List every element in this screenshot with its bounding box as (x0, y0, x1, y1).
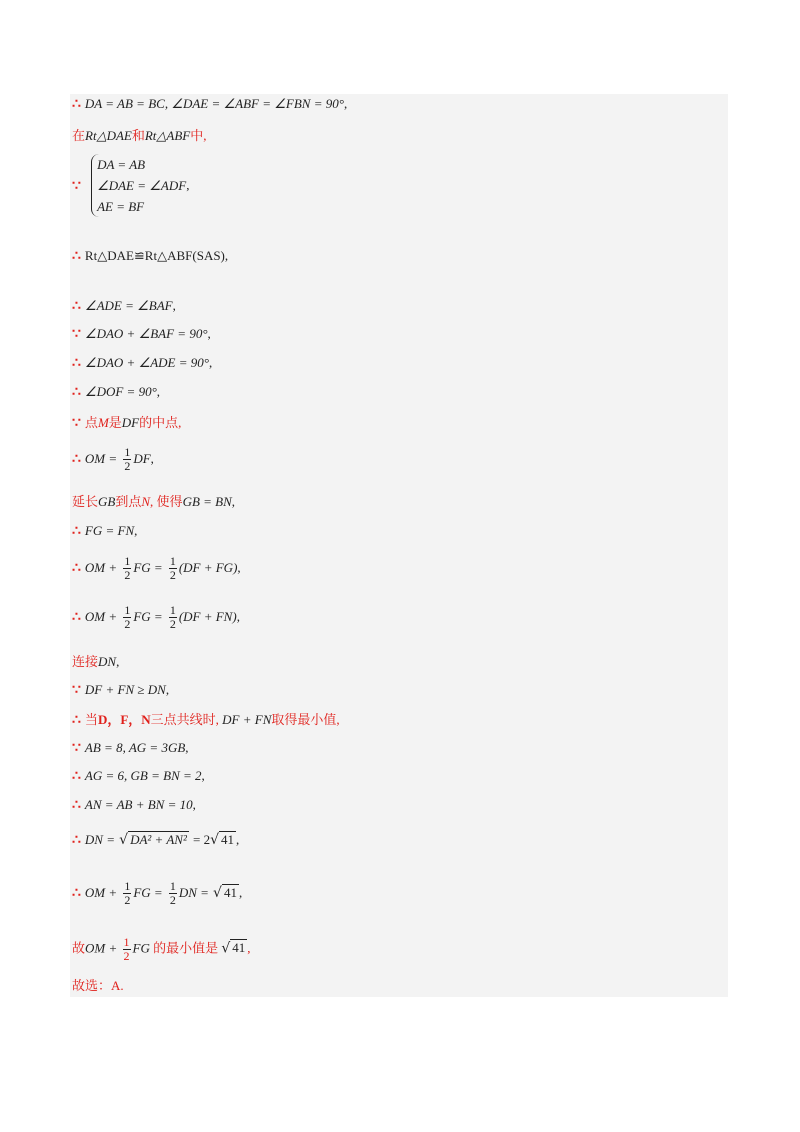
line-23-conclusion: 故OM + $\frac{1}{2}$ FG 的最小值是 √ 41 , (72, 935, 251, 963)
line-2: 在Rt△DAE和Rt△ABF中, (72, 128, 207, 143)
line-9: ∵ 点M是DF的中点, (72, 415, 182, 431)
line-13: ∴ OM + $\frac{1}{2}$ FG = $\frac{1}{2}$ (DF + FG), (72, 554, 241, 582)
solution-panel (70, 94, 728, 997)
line-18: ∵ AB = 8, AG = 3GB, (72, 740, 189, 756)
line-12: ∴ FG = FN, (72, 523, 138, 539)
line-10: ∴ OM = $\frac{1}{2}$ DF, (72, 445, 154, 473)
line-6: ∵ ∠DAO + ∠BAF = 90°, (72, 326, 211, 342)
line-15: 连接DN, (72, 654, 120, 669)
line-20: ∴ AN = AB + BN = 10, (72, 797, 196, 813)
line-5: ∴ ∠ADE = ∠BAF, (72, 298, 176, 314)
line-19: ∴ AG = 6, GB = BN = 2, (72, 768, 205, 784)
fraction-half: $\frac{1}{2}$ (124, 445, 131, 473)
line-16: ∵ DF + FN ≥ DN, (72, 682, 170, 698)
line-8: ∴ ∠DOF = 90°, (72, 384, 161, 400)
line-1: ∴ DA = AB = BC, ∠DAE = ∠ABF = ∠FBN = 90°, (72, 96, 348, 112)
line-11: 延长GB到点N, 使得GB = BN, (72, 494, 236, 509)
line-4: ∴ Rt△DAE≌Rt△ABF(SAS), (72, 248, 229, 264)
line-21: ∴ DN = √ DA² + AN² = 2√ 41 , (72, 832, 240, 848)
line-22: ∴ OM + $\frac{1}{2}$ FG = $\frac{1}{2}$ DN = √ 41 , (72, 879, 243, 907)
line-7: ∴ ∠DAO + ∠ADE = 90°, (72, 355, 213, 371)
line-14: ∴ OM + $\frac{1}{2}$ FG = $\frac{1}{2}$ (DF + FN), (72, 603, 240, 631)
given-equalities: DA = AB = BC, ∠DAE = ∠ABF = ∠FBN = 90° (84, 96, 344, 111)
equation-system: DA = AB ∠DAE = ∠ADF AE = BF (91, 154, 186, 217)
radical-expression: DA² + AN² (130, 832, 187, 847)
line-3-system: ∵ DA = AB ∠DAE = ∠ADF AE = BF , (72, 154, 189, 217)
congruence: Rt△DAE≌Rt△ABF(SAS) (84, 248, 225, 263)
line-24-answer: 故选：A. (72, 978, 124, 993)
line-17: ∴ 当D，F，N三点共线时, DF + FN取得最小值, (72, 712, 340, 728)
